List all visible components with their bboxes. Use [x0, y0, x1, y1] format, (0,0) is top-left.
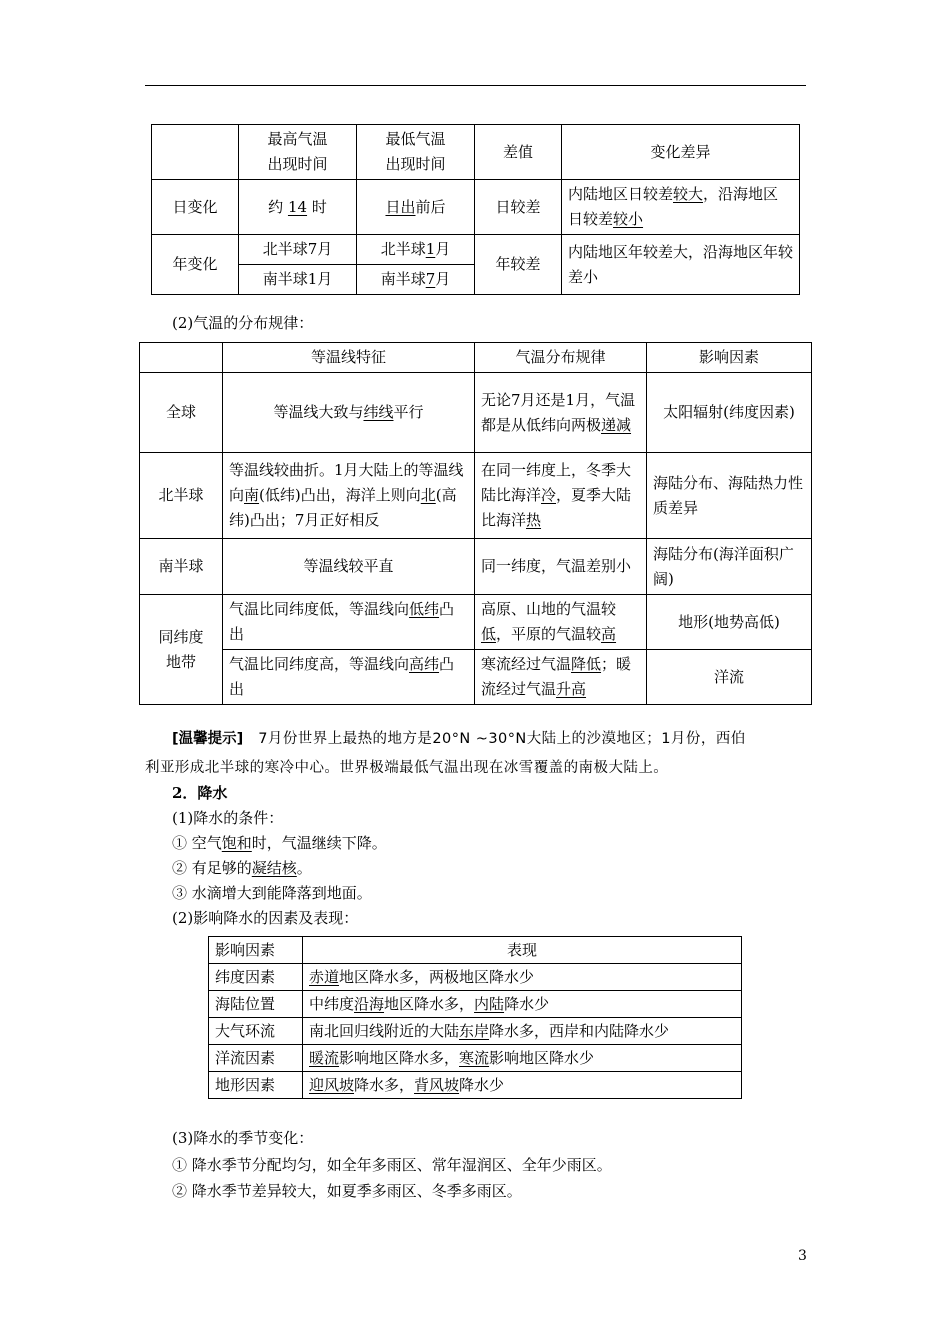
header-factor: 影响因素: [647, 343, 812, 373]
header-precip-factor: 影响因素: [209, 937, 303, 964]
factor-latitude: 纬度因素: [209, 964, 303, 991]
terrain-rule: 高原、山地的气温较低，平原的气温较高: [475, 595, 647, 650]
annual-min-south: 南半球7月: [357, 265, 475, 295]
current-feature: 气温比同纬度高，等温线向高纬凸出: [223, 650, 475, 705]
table2-corner: [140, 343, 223, 373]
terrain-factor: 地形(地势高低): [647, 595, 812, 650]
daily-min-time: 日出前后: [357, 180, 475, 235]
row-daily-label: 日变化: [152, 180, 239, 235]
global-feature: 等温线大致与纬线平行: [223, 373, 475, 453]
section-temp-distribution: (2)气温的分布规律：: [172, 314, 314, 332]
annual-min-north: 北半球1月: [357, 235, 475, 265]
table1-corner: [152, 125, 239, 180]
row-global-label: 全球: [140, 373, 223, 453]
factor-atmosphere: 大气环流: [209, 1018, 303, 1045]
row-same-lat-label: 同纬度 地带: [140, 595, 223, 705]
header-precip-perf: 表现: [303, 937, 742, 964]
row-north-label: 北半球: [140, 453, 223, 539]
north-rule: 在同一纬度上，冬季大陆比海洋冷，夏季大陆比海洋热: [475, 453, 647, 539]
condition-3: ③ 水滴增大到能降落到地面。: [172, 884, 372, 902]
tip-lead: [温馨提示]: [172, 731, 244, 747]
precip-conditions-title: (1)降水的条件：: [172, 809, 284, 827]
daily-max-time: 约 14 时: [239, 180, 357, 235]
header-rule: [145, 85, 806, 86]
north-factor: 海陆分布、海陆热力性质差异: [647, 453, 812, 539]
temp-variation-table: [151, 124, 800, 295]
factor-ocean-current: 洋流因素: [209, 1045, 303, 1072]
perf-terrain: 迎风坡降水多，背风坡降水少: [303, 1072, 742, 1099]
annual-max-north: 北半球7月: [239, 235, 357, 265]
annual-variation: 内陆地区年较差大，沿海地区年较差小: [562, 235, 800, 295]
temp-distribution-table: [139, 342, 812, 705]
condition-2: ② 有足够的凝结核。: [172, 859, 312, 877]
row-annual-label: 年变化: [152, 235, 239, 295]
precip-factors-title: (2)影响降水的因素及表现：: [172, 909, 359, 927]
season-item-2: ② 降水季节差异较大，如夏季多雨区、冬季多雨区。: [172, 1182, 522, 1200]
tip-line-1: [温馨提示] 7月份世界上最热的地方是20°N ~30°N大陆上的沙漠地区；1月份，西伯: [172, 731, 746, 747]
header-max-time: 最高气温 出现时间: [239, 125, 357, 180]
perf-latitude: 赤道地区降水多，两极地区降水少: [303, 964, 742, 991]
season-title: (3)降水的季节变化：: [172, 1129, 314, 1147]
section-precipitation-title: 2．降水: [172, 784, 228, 802]
south-factor: 海陆分布(海洋面积广阔): [647, 539, 812, 595]
row-south-label: 南半球: [140, 539, 223, 595]
perf-land-sea: 中纬度沿海地区降水多，内陆降水少: [303, 991, 742, 1018]
tip-line-2: 利亚形成北半球的寒冷中心。世界极端最低气温出现在冰雪覆盖的南极大陆上。: [145, 760, 669, 776]
header-temp-rule: 气温分布规律: [475, 343, 647, 373]
annual-diff: 年较差: [475, 235, 562, 295]
precip-factors-table: [208, 936, 742, 1099]
daily-variation: 内陆地区日较差较大，沿海地区日较差较小: [562, 180, 800, 235]
south-rule: 同一纬度，气温差别小: [475, 539, 647, 595]
perf-atmosphere: 南北回归线附近的大陆东岸降水多，西岸和内陆降水少: [303, 1018, 742, 1045]
north-feature: 等温线较曲折。1月大陆上的等温线向南(低纬)凸出，海洋上则向北(高纬)凸出；7月正好相反: [223, 453, 475, 539]
annual-max-south: 南半球1月: [239, 265, 357, 295]
perf-ocean-current: 暖流影响地区降水多，寒流影响地区降水少: [303, 1045, 742, 1072]
daily-diff: 日较差: [475, 180, 562, 235]
south-feature: 等温线较平直: [223, 539, 475, 595]
page-number: 3: [798, 1248, 807, 1264]
factor-land-sea: 海陆位置: [209, 991, 303, 1018]
season-item-1: ① 降水季节分配均匀，如全年多雨区、常年湿润区、全年少雨区。: [172, 1156, 612, 1174]
header-diff: 差值: [475, 125, 562, 180]
header-min-time: 最低气温 出现时间: [357, 125, 475, 180]
global-rule: 无论7月还是1月，气温都是从低纬向两极递减: [475, 373, 647, 453]
header-variation: 变化差异: [562, 125, 800, 180]
global-factor: 太阳辐射(纬度因素): [647, 373, 812, 453]
current-factor: 洋流: [647, 650, 812, 705]
factor-terrain: 地形因素: [209, 1072, 303, 1099]
header-isotherm-feature: 等温线特征: [223, 343, 475, 373]
condition-1: ① 空气饱和时，气温继续下降。: [172, 834, 387, 852]
terrain-feature: 气温比同纬度低，等温线向低纬凸出: [223, 595, 475, 650]
current-rule: 寒流经过气温降低；暖流经过气温升高: [475, 650, 647, 705]
